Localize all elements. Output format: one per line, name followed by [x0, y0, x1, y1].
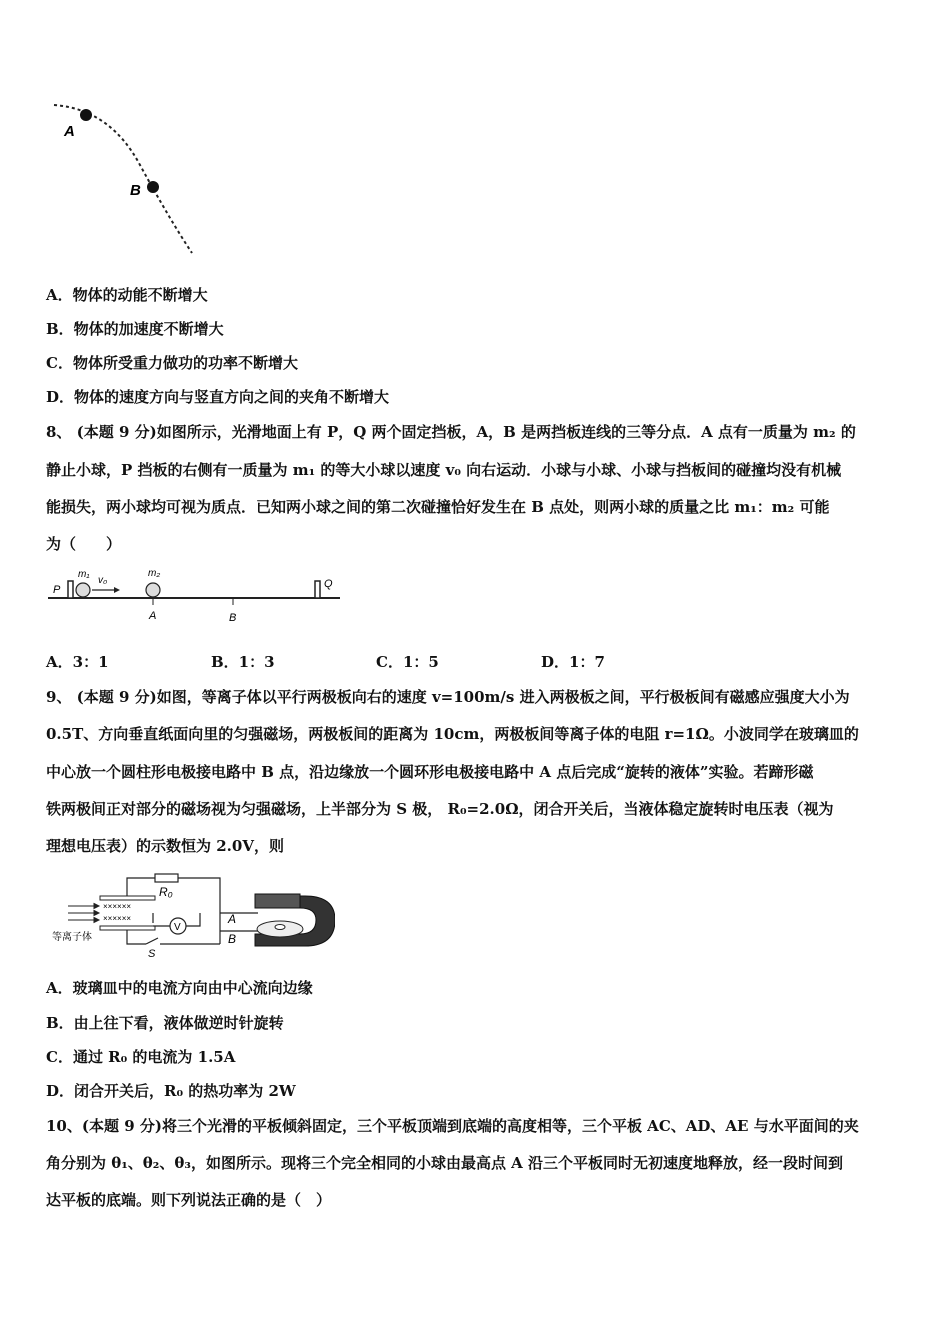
switch-label: S — [148, 948, 156, 958]
plasma-label: 等离子体 — [52, 932, 92, 943]
q9-stem-line-2: 0.5T、方向垂直纸面向里的匀强磁场，两极板间的距离为 10cm，两极板间等离子体的电阻 r=1Ω。小波同学在玻璃皿的 — [46, 725, 859, 743]
velocity-arrowhead — [114, 587, 120, 593]
label-q: Q — [324, 578, 333, 590]
point-a — [80, 109, 92, 121]
resistor-r0 — [155, 874, 178, 882]
q9-stem-line-4: 铁两极间正对部分的磁场视为匀强磁场，上半部分为 S 极， R₀=2.0Ω，闭合开关后，当液体稳定旋转时电压表（视为 — [46, 800, 834, 818]
magnet-top-pole — [255, 894, 300, 908]
q10-stem-line-1: 10、(本题 9 分)将三个光滑的平板倾斜固定，三个平板顶端到底端的高度相等，三个平板 AC、AD、AE 与水平面间的夹 — [46, 1117, 859, 1135]
resistor-r0-label: R₀ — [159, 885, 173, 899]
point-a-label: A — [64, 123, 75, 140]
q8-option-a: A．3：1 — [46, 653, 109, 671]
terminal-b-label: B — [228, 932, 237, 946]
barrier-q — [315, 581, 320, 598]
switch-s — [146, 938, 158, 944]
plasma-circuit-figure — [50, 868, 335, 958]
q7-option-c: C．物体所受重力做功的功率不断增大 — [46, 354, 298, 372]
q10-stem-line-2: 角分别为 θ₁、θ₂、θ₃，如图所示。现将三个完全相同的小球由最高点 A 沿三个平板同时无初速度地释放，经一段时间到 — [46, 1154, 844, 1172]
circuit-wires — [127, 878, 258, 944]
label-m2: m₂ — [148, 568, 161, 579]
q8-option-c: C．1：5 — [376, 653, 439, 671]
label-p: P — [53, 584, 61, 596]
collision-figure — [46, 563, 346, 628]
label-b: B — [229, 612, 237, 624]
magnetic-field-row-2: ×××××× — [103, 914, 132, 923]
q8-stem-line-3: 能损失，两小球均可视为质点．已知两小球之间的第二次碰撞恰好发生在 B 点处，则两小球的质量之比 m₁：m₂ 可能 — [46, 498, 830, 516]
q8-stem-line-4: 为（ ） — [46, 535, 122, 553]
label-m1: m₁ — [78, 569, 90, 580]
q9-option-d: D．闭合开关后，R₀ 的热功率为 2W — [46, 1082, 296, 1100]
q7-option-d: D．物体的速度方向与竖直方向之间的夹角不断增大 — [46, 388, 390, 406]
ball-m1 — [76, 583, 90, 597]
q9-option-a: A．玻璃皿中的电流方向由中心流向边缘 — [46, 979, 313, 997]
center-electrode — [275, 925, 285, 930]
q9-stem-line-1: 9、 (本题 9 分)如图，等离子体以平行两极板向右的速度 v=100m/s 进入两极板之间，平行极板间有磁感应强度大小为 — [46, 688, 850, 706]
q9-stem-line-5: 理想电压表）的示数恒为 2.0V，则 — [46, 837, 284, 855]
q9-option-b: B．由上往下看，液体做逆时针旋转 — [46, 1014, 284, 1032]
q8-option-b: B．1：3 — [211, 653, 275, 671]
top-plate — [100, 896, 155, 900]
terminal-a-label: A — [228, 912, 237, 926]
q8-stem-line-1: 8、 (本题 9 分)如图所示，光滑地面上有 P，Q 两个固定挡板，A，B 是两挡板连线的三等分点．A 点有一质量为 m₂ 的 — [46, 423, 856, 441]
q9-stem-line-3: 中心放一个圆柱形电极接电路中 B 点，沿边缘放一个圆环形电极接电路中 A 点后完成“旋转的液体”实验。若蹄形磁 — [46, 763, 814, 781]
voltmeter-label: V — [174, 922, 181, 933]
bottom-plate — [100, 926, 155, 930]
q7-option-a: A．物体的动能不断增大 — [46, 286, 208, 304]
point-b — [147, 181, 159, 193]
trajectory-figure — [50, 95, 200, 255]
q8-stem-line-2: 静止小球，P 挡板的右侧有一质量为 m₁ 的等大小球以速度 v₀ 向右运动．小球与小球、小球与挡板间的碰撞均没有机械 — [46, 461, 842, 479]
label-a: A — [149, 610, 157, 622]
q8-option-d: D．1：7 — [541, 653, 605, 671]
point-b-label: B — [130, 182, 141, 199]
q7-option-b: B．物体的加速度不断增大 — [46, 320, 224, 338]
q10-stem-line-3: 达平板的底端。则下列说法正确的是（ ） — [46, 1191, 332, 1209]
barrier-p — [68, 581, 73, 598]
q9-option-c: C．通过 R₀ 的电流为 1.5A — [46, 1048, 236, 1066]
ball-m2 — [146, 583, 160, 597]
magnetic-field-row-1: ×××××× — [103, 902, 132, 911]
plasma-flow-arrows — [68, 904, 99, 923]
label-v0: v₀ — [98, 575, 108, 586]
